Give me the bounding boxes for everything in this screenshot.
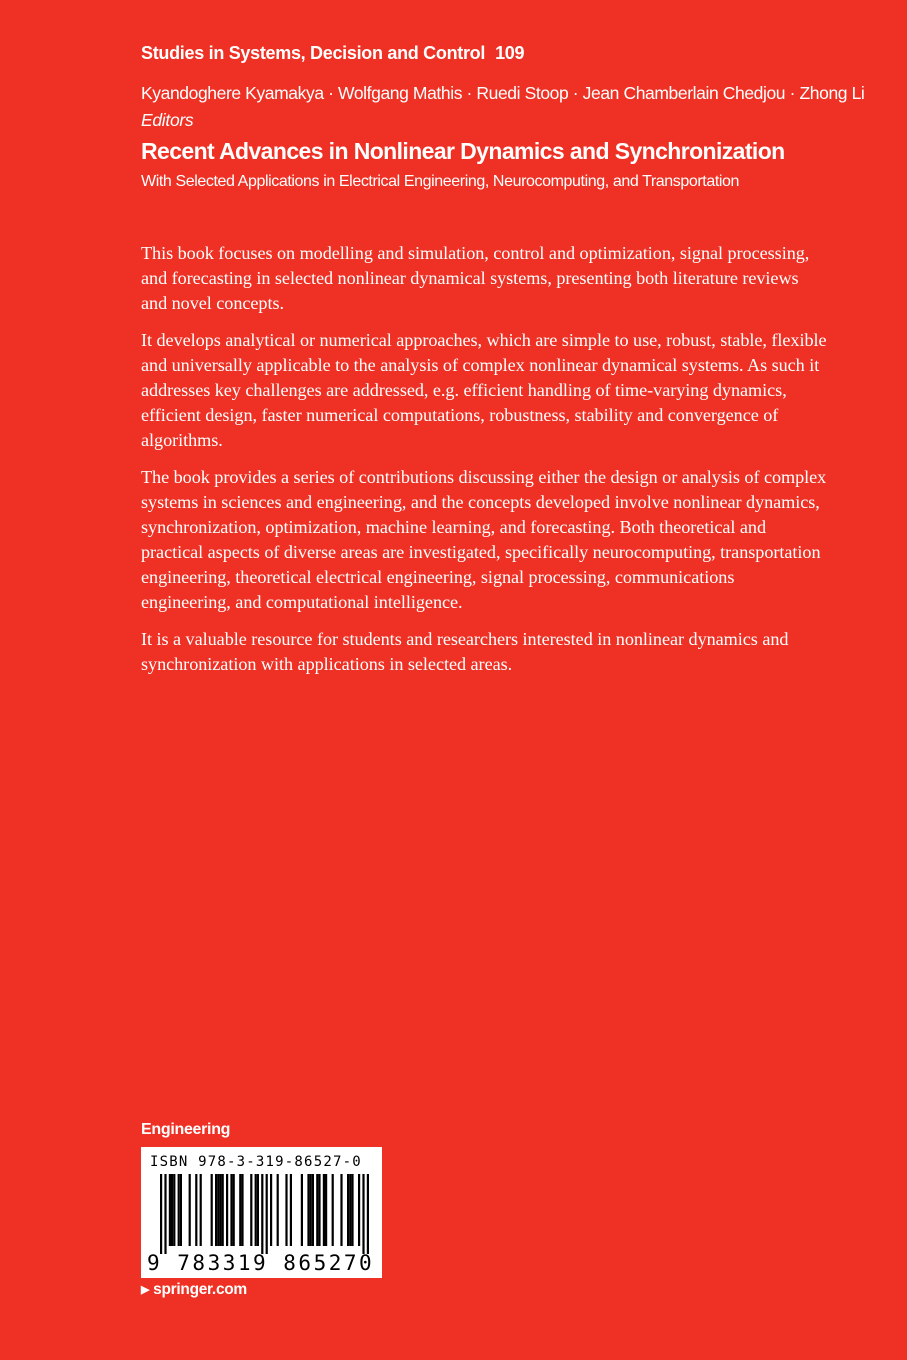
barcode-bar <box>239 1174 241 1246</box>
barcode-bar <box>358 1174 360 1246</box>
barcode-bar <box>349 1174 351 1246</box>
barcode-bar <box>180 1174 182 1246</box>
editors-label: Editors <box>141 110 194 130</box>
barcode-bar <box>301 1174 303 1246</box>
barcode-bar <box>270 1174 272 1246</box>
series-name: Studies in Systems, Decision and Control <box>141 43 486 63</box>
barcode-bar <box>310 1174 312 1246</box>
subject-category: Engineering <box>141 1121 231 1138</box>
blurb <box>141 241 827 689</box>
barcode-bar <box>351 1174 353 1246</box>
barcode-bar <box>211 1174 213 1246</box>
series-line <box>141 43 524 64</box>
barcode-bar <box>347 1174 349 1246</box>
barcode-bar <box>250 1174 252 1246</box>
isbn-barcode <box>141 1147 382 1278</box>
barcode-bar <box>261 1174 263 1254</box>
blurb-paragraph-4: It is a valuable resource for students and researchers interested in nonlinear dynamics and synchronization with applications in selected areas. <box>141 629 789 674</box>
barcode-bar <box>233 1174 235 1246</box>
barcode-bar <box>266 1174 268 1254</box>
barcode-bar <box>325 1174 327 1246</box>
barcode-bar <box>200 1174 202 1246</box>
barcode-bar <box>318 1174 320 1246</box>
blurb-paragraph-3: The book provides a series of contributions discussing either the design or analysis of complex systems in sciences and engineering, and the concepts developed involve nonlinear dynamics, synchronization, optimization, machine learning, and forecasting. Both theoretical and practical aspects of diverse areas are investigated, specifically neurocomputing, transportation engineering, theoretical electrical engineering, signal processing, communications engineering, and computational intelligence. <box>141 467 827 612</box>
barcode-bar <box>367 1174 369 1254</box>
series-number: 109 <box>495 43 525 63</box>
barcode-bar <box>160 1174 162 1254</box>
blurb-paragraph-2: It develops analytical or numerical approaches, which are simple to use, robust, stable, flexible and universally applicable to the analysis of complex nonlinear dynamical systems. As such it addresses key challenges are addressed, e.g. efficient handling of time-varying dynamics, efficient design, faster numerical computations, robustness, stability and convergence of algorithms. <box>141 330 827 450</box>
barcode-bar <box>222 1174 224 1246</box>
barcode-bar <box>332 1174 334 1246</box>
barcode-bar <box>217 1174 219 1246</box>
editors-list: Kyandoghere Kyamakya · Wolfgang Mathis · Ruedi Stoop · Jean Chamberlain Chedjou · Zhong Li <box>141 83 865 103</box>
barcode-bar <box>312 1174 314 1246</box>
barcode-bar <box>307 1174 309 1246</box>
barcode-bar <box>257 1174 259 1246</box>
barcode-bar <box>241 1174 243 1246</box>
barcode-bar <box>173 1174 175 1246</box>
barcode-bar <box>285 1174 287 1246</box>
book-title: Recent Advances in Nonlinear Dynamics and Synchronization <box>141 138 785 164</box>
arrow-right-icon: ▶ <box>141 1284 150 1296</box>
book-subtitle: With Selected Applications in Electrical Engineering, Neurocomputing, and Transportation <box>141 173 740 190</box>
barcode-bar <box>171 1174 173 1246</box>
barcode-bar <box>362 1174 364 1254</box>
barcode-bar <box>277 1174 279 1246</box>
barcode-bar <box>219 1174 221 1246</box>
barcode-bar <box>178 1174 180 1246</box>
website-link[interactable] <box>141 1281 247 1299</box>
barcode-bar <box>230 1174 232 1246</box>
barcode-bar <box>215 1174 217 1246</box>
barcode-bar <box>255 1174 257 1246</box>
barcode-bar <box>226 1174 228 1246</box>
barcode-bar <box>164 1174 166 1254</box>
barcode-bar <box>323 1174 325 1246</box>
barcode-digits: 9 783319 865270 <box>147 1251 375 1275</box>
barcode-bar <box>316 1174 318 1246</box>
barcode-bar <box>195 1174 197 1246</box>
barcode-bar <box>189 1174 191 1246</box>
website-url: springer.com <box>153 1281 247 1298</box>
barcode-bar <box>290 1174 292 1246</box>
isbn-label: ISBN 978-3-319-86527-0 <box>150 1154 362 1170</box>
blurb-paragraph-1: This book focuses on modelling and simulation, control and optimization, signal processing, and forecasting in selected nonlinear dynamical systems, presenting both literature reviews and novel concepts. <box>141 243 810 313</box>
barcode-bar <box>169 1174 171 1246</box>
barcode-bar <box>340 1174 342 1246</box>
